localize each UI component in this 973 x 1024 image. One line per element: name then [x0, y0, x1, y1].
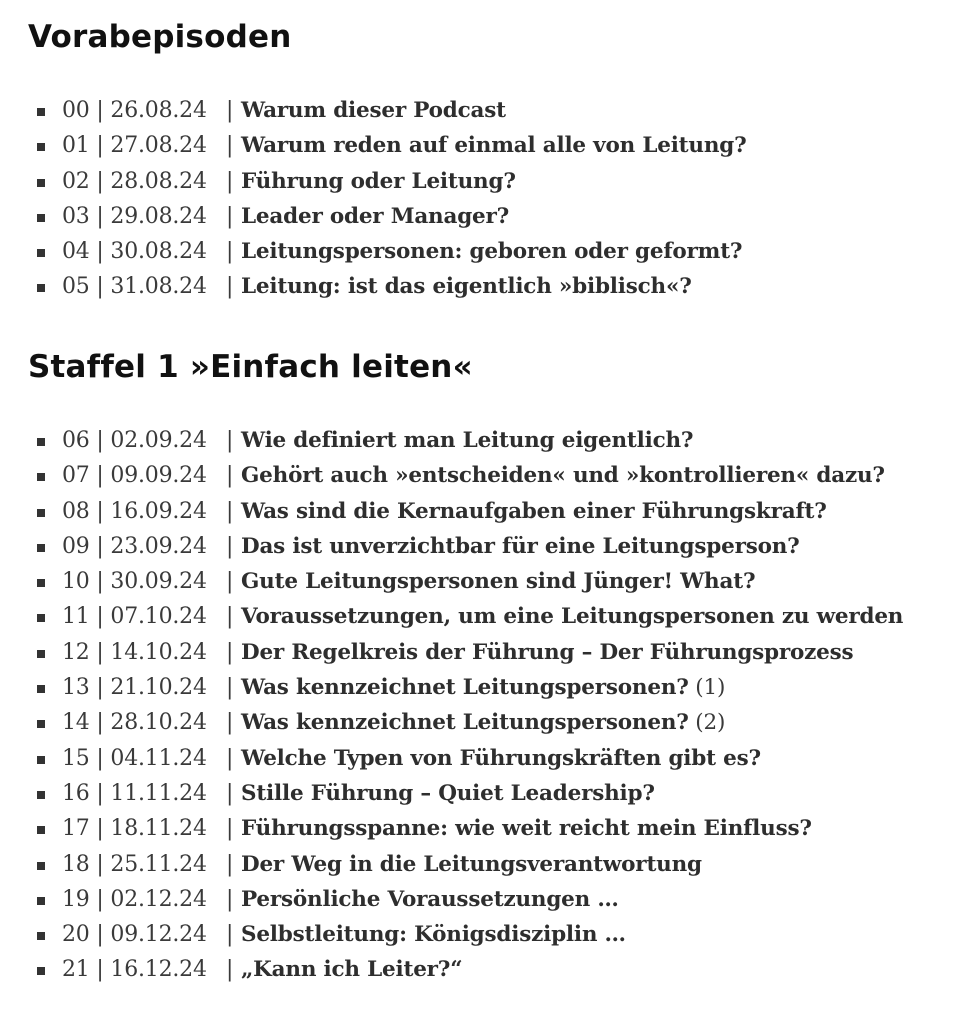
episode-title-link[interactable]	[241, 269, 692, 304]
separator: |	[226, 533, 234, 559]
episode-title-text: „Kann ich Leiter?“	[241, 957, 463, 983]
separator: |	[226, 604, 234, 630]
bullet-icon	[37, 179, 45, 187]
bullet-icon	[37, 509, 45, 517]
episode-item	[28, 458, 953, 493]
episode-number-date: 08 | 16.09.24	[62, 498, 207, 524]
separator: |	[226, 428, 234, 453]
episode-title-link[interactable]	[241, 494, 827, 529]
episode-number-date: 06 | 02.09.24	[62, 428, 207, 453]
bullet-icon	[37, 650, 45, 658]
episode-item	[28, 776, 953, 811]
episode-item	[28, 847, 953, 882]
bullet-icon	[37, 473, 45, 481]
episode-number-date: 13 | 21.10.24	[62, 675, 207, 701]
episode-number-date: 18 | 25.11.24	[62, 851, 207, 877]
episode-number-date: 15 | 04.11.24	[62, 745, 207, 771]
bullet-icon	[37, 791, 45, 799]
episode-item	[28, 564, 953, 599]
episode-number-date: 20 | 09.12.24	[62, 922, 207, 948]
episode-title-text: Gute Leitungspersonen sind Jünger! What?	[241, 569, 756, 595]
episode-title-link[interactable]	[241, 599, 903, 634]
episode-number-date: 04 | 30.08.24	[62, 239, 207, 265]
episode-title-text: Das ist unverzichtbar für eine Leitungsperson?	[241, 533, 800, 559]
bullet-icon	[37, 720, 45, 728]
episode-item	[28, 741, 953, 776]
episode-item	[28, 423, 953, 458]
episode-title-link[interactable]	[241, 529, 800, 564]
section-heading: Staffel 1 »Einfach leiten«	[28, 349, 473, 385]
episode-number-date: 14 | 28.10.24	[62, 710, 207, 736]
separator: |	[226, 639, 234, 665]
episode-number-date: 21 | 16.12.24	[62, 957, 207, 983]
bullet-icon	[37, 544, 45, 552]
separator: |	[226, 922, 234, 948]
separator: |	[226, 203, 234, 229]
bullet-icon	[37, 967, 45, 975]
episode-title-link[interactable]	[241, 776, 655, 811]
episode-title-text: Was kennzeichnet Leitungspersonen?	[241, 675, 689, 701]
episode-number-date: 00 | 26.08.24	[62, 98, 207, 123]
episode-item	[28, 599, 953, 634]
separator: |	[226, 745, 234, 771]
section-vorabepisoden	[28, 14, 953, 305]
bullet-icon	[37, 249, 45, 257]
episode-title-text: Voraussetzungen, um eine Leitungspersonen zu werden	[241, 604, 904, 630]
episode-number-date: 10 | 30.09.24	[62, 569, 207, 595]
episode-title-text: Leader oder Manager?	[241, 203, 510, 229]
episode-title-text: Warum dieser Podcast	[241, 98, 506, 123]
bullet-icon	[37, 614, 45, 622]
episode-number-date: 16 | 11.11.24	[62, 780, 207, 806]
episode-title-link[interactable]	[241, 458, 885, 493]
bullet-icon	[37, 143, 45, 151]
bullet-icon	[37, 214, 45, 222]
episode-title-link[interactable]	[241, 917, 626, 952]
episode-title-text: Gehört auch »entscheiden« und »kontrollieren« dazu?	[241, 463, 885, 489]
episode-item	[28, 269, 953, 304]
separator: |	[226, 274, 234, 300]
bullet-icon	[37, 579, 45, 587]
bullet-icon	[37, 932, 45, 940]
separator: |	[226, 133, 234, 159]
episode-title-text: Führungsspanne: wie weit reicht mein Einfluss?	[241, 816, 812, 842]
episode-title-link[interactable]	[241, 564, 755, 599]
episode-title-link[interactable]	[241, 635, 853, 670]
episode-title-link[interactable]	[241, 811, 812, 846]
episode-item	[28, 234, 953, 269]
episode-title-link[interactable]	[241, 670, 725, 705]
episode-item	[28, 705, 953, 740]
episode-title-link[interactable]	[241, 128, 747, 163]
episode-title-text: Führung oder Leitung?	[241, 168, 516, 194]
episode-number-date: 03 | 29.08.24	[62, 203, 207, 229]
episode-part-suffix: (1)	[688, 675, 726, 701]
bullet-icon	[37, 108, 45, 116]
episode-title-text: Selbstleitung: Königsdisziplin …	[241, 922, 626, 948]
episode-title-link[interactable]	[241, 423, 693, 458]
episode-item	[28, 128, 953, 163]
separator: |	[226, 710, 234, 736]
separator: |	[226, 239, 234, 265]
episode-title-text: Was kennzeichnet Leitungspersonen?	[241, 710, 689, 736]
episode-number-date: 02 | 28.08.24	[62, 168, 207, 194]
separator: |	[226, 569, 234, 595]
episode-title-text: Persönliche Voraussetzungen …	[241, 886, 619, 912]
episode-title-link[interactable]	[241, 882, 619, 917]
episode-number-date: 01 | 27.08.24	[62, 133, 207, 159]
episode-number-date: 12 | 14.10.24	[62, 639, 207, 665]
episode-title-text: Welche Typen von Führungskräften gibt es?	[241, 745, 761, 771]
bullet-icon	[37, 826, 45, 834]
separator: |	[226, 463, 234, 489]
episode-title-link[interactable]	[241, 705, 725, 740]
episode-title-text: Was sind die Kernaufgaben einer Führungskraft?	[241, 498, 827, 524]
episode-part-suffix: (2)	[688, 710, 726, 736]
episode-item	[28, 917, 953, 952]
episode-item	[28, 882, 953, 917]
separator: |	[226, 98, 234, 123]
episode-number-date: 17 | 18.11.24	[62, 816, 207, 842]
episode-title-text: Der Weg in die Leitungsverantwortung	[241, 851, 702, 877]
bullet-icon	[37, 756, 45, 764]
bullet-icon	[37, 862, 45, 870]
separator: |	[226, 498, 234, 524]
episode-list	[28, 93, 953, 305]
bullet-icon	[37, 284, 45, 292]
episode-title-link[interactable]	[241, 741, 761, 776]
section-heading: Vorabepisoden	[28, 19, 292, 55]
episode-title-link[interactable]	[241, 93, 506, 128]
episode-title-link[interactable]	[241, 234, 742, 269]
episode-item	[28, 93, 953, 128]
episode-item	[28, 494, 953, 529]
episode-title-text: Leitung: ist das eigentlich »biblisch«?	[241, 274, 692, 300]
section-staffel-1	[28, 344, 953, 988]
episode-title-link[interactable]	[241, 847, 702, 882]
episode-list	[28, 423, 953, 988]
episode-title-text: Warum reden auf einmal alle von Leitung?	[241, 133, 747, 159]
episode-title-text: Wie definiert man Leitung eigentlich?	[241, 428, 694, 453]
episode-item	[28, 670, 953, 705]
episode-number-date: 11 | 07.10.24	[62, 604, 207, 630]
episode-title-text: Der Regelkreis der Führung – Der Führungsprozess	[241, 639, 854, 665]
separator: |	[226, 886, 234, 912]
separator: |	[226, 168, 234, 194]
episode-title-text: Stille Führung – Quiet Leadership?	[241, 780, 655, 806]
episode-item	[28, 635, 953, 670]
bullet-icon	[37, 438, 45, 446]
separator: |	[226, 675, 234, 701]
episode-title-link[interactable]	[241, 199, 509, 234]
episode-number-date: 19 | 02.12.24	[62, 886, 207, 912]
episode-title-text: Leitungspersonen: geboren oder geformt?	[241, 239, 743, 265]
episode-item	[28, 199, 953, 234]
episode-item	[28, 811, 953, 846]
separator: |	[226, 851, 234, 877]
episode-title-link[interactable]	[241, 952, 462, 987]
bullet-icon	[37, 685, 45, 693]
episode-item	[28, 529, 953, 564]
episode-number-date: 07 | 09.09.24	[62, 463, 207, 489]
episode-item	[28, 952, 953, 987]
episode-item	[28, 164, 953, 199]
episode-title-link[interactable]	[241, 164, 516, 199]
bullet-icon	[37, 897, 45, 905]
separator: |	[226, 780, 234, 806]
episode-number-date: 09 | 23.09.24	[62, 533, 207, 559]
separator: |	[226, 957, 234, 983]
episode-number-date: 05 | 31.08.24	[62, 274, 207, 300]
separator: |	[226, 816, 234, 842]
